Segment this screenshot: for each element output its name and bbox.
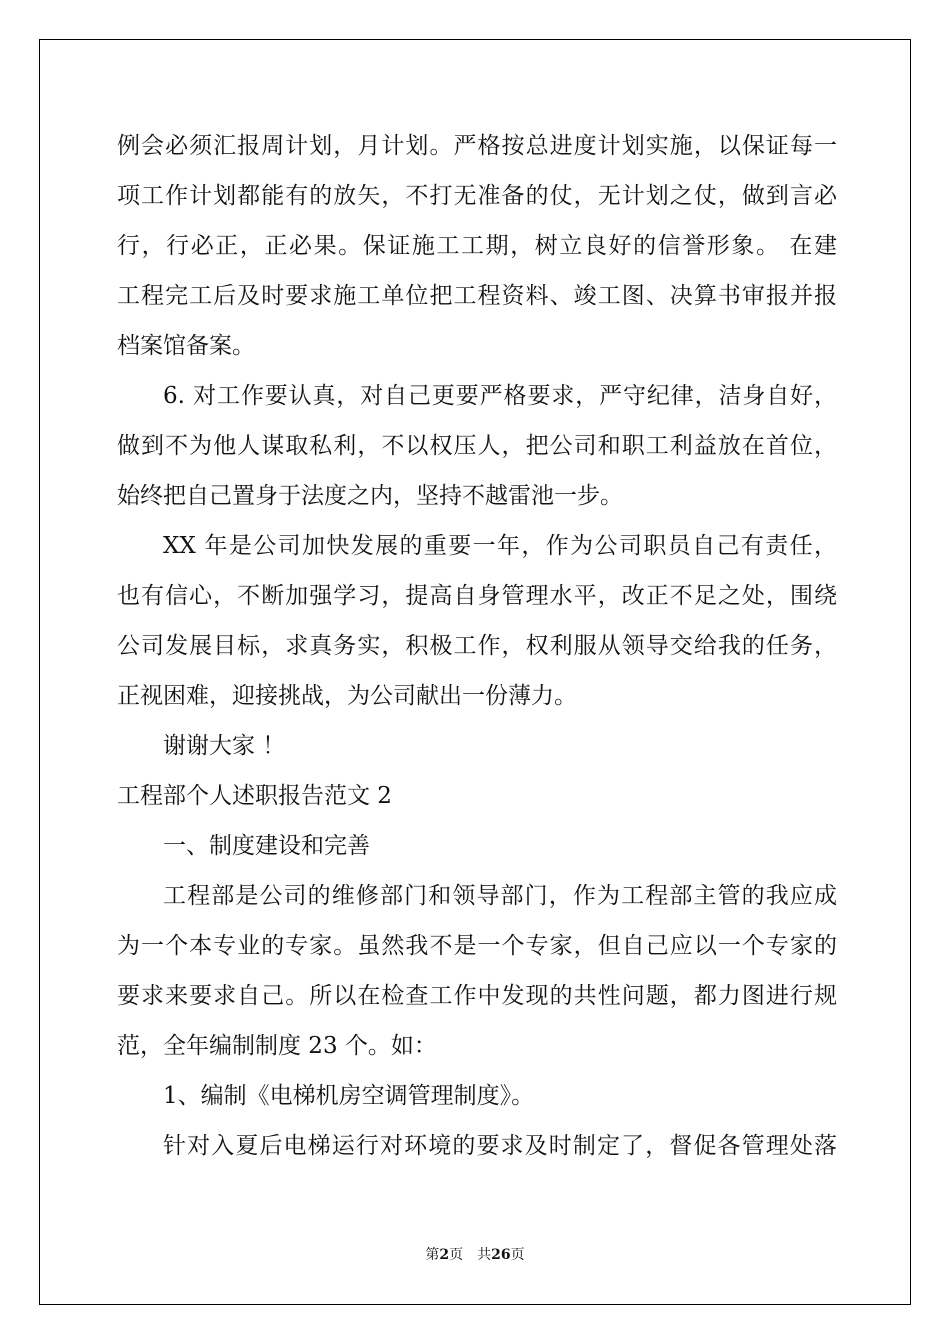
closing-line: 谢谢大家 ！ xyxy=(163,733,286,759)
paragraph-line: 公司发展目标，求真务实，积极工作，权利服从领导交给我的任务， xyxy=(117,633,837,659)
page-mid: 页 共 xyxy=(449,1247,492,1263)
paragraph-line: 范，全年编制制度 23 个。如： xyxy=(117,1033,437,1059)
paragraph-line: 也有信心，不断加强学习，提高自身管理水平，改正不足之处，围绕 xyxy=(117,583,837,609)
subsection-heading: 一、制度建设和完善 xyxy=(163,833,370,859)
section-heading: 工程部个人述职报告范文 2 xyxy=(117,783,392,809)
list-item: 1、编制《电梯机房空调管理制度》。 xyxy=(163,1083,535,1109)
page-footer xyxy=(0,1244,950,1264)
paragraph-line: 6. 对工作要认真，对自己更要严格要求，严守纪律，洁身自好， xyxy=(163,383,837,409)
paragraph-line: 要求来要求自己。所以在检查工作中发现的共性问题，都力图进行规 xyxy=(117,983,837,1009)
page-prefix: 第 xyxy=(425,1247,440,1263)
paragraph-line: 做到不为他人谋取私利，不以权压人，把公司和职工利益放在首位， xyxy=(117,433,837,459)
paragraph-line: 行，行必正，正必果。保证施工工期，树立良好的信誉形象。 在建 xyxy=(117,233,837,259)
paragraph-line: 工程完工后及时要求施工单位把工程资料、竣工图、决算书审报并报 xyxy=(117,283,837,309)
paragraph-line: 正视困难，迎接挑战，为公司献出一份薄力。 xyxy=(117,683,577,709)
paragraph-line: XX 年是公司加快发展的重要一年，作为公司职员自己有责任， xyxy=(163,533,837,559)
paragraph-line: 档案馆备案。 xyxy=(117,333,255,359)
paragraph-line: 工程部是公司的维修部门和领导部门，作为工程部主管的我应成 xyxy=(163,883,837,909)
paragraph-line: 为一个本专业的专家。虽然我不是一个专家，但自己应以一个专家的 xyxy=(117,933,837,959)
page-number: 2 xyxy=(439,1247,450,1263)
total-pages: 26 xyxy=(491,1247,511,1263)
page-suffix: 页 xyxy=(510,1247,525,1263)
paragraph-line: 项工作计划都能有的放矢，不打无准备的仗，无计划之仗，做到言必 xyxy=(117,183,837,209)
paragraph-line: 针对入夏后电梯运行对环境的要求及时制定了，督促各管理处落 xyxy=(163,1133,837,1159)
paragraph-line: 例会必须汇报周计划，月计划。严格按总进度计划实施，以保证每一 xyxy=(117,133,837,159)
paragraph-line: 始终把自己置身于法度之内，坚持不越雷池一步。 xyxy=(117,483,623,509)
